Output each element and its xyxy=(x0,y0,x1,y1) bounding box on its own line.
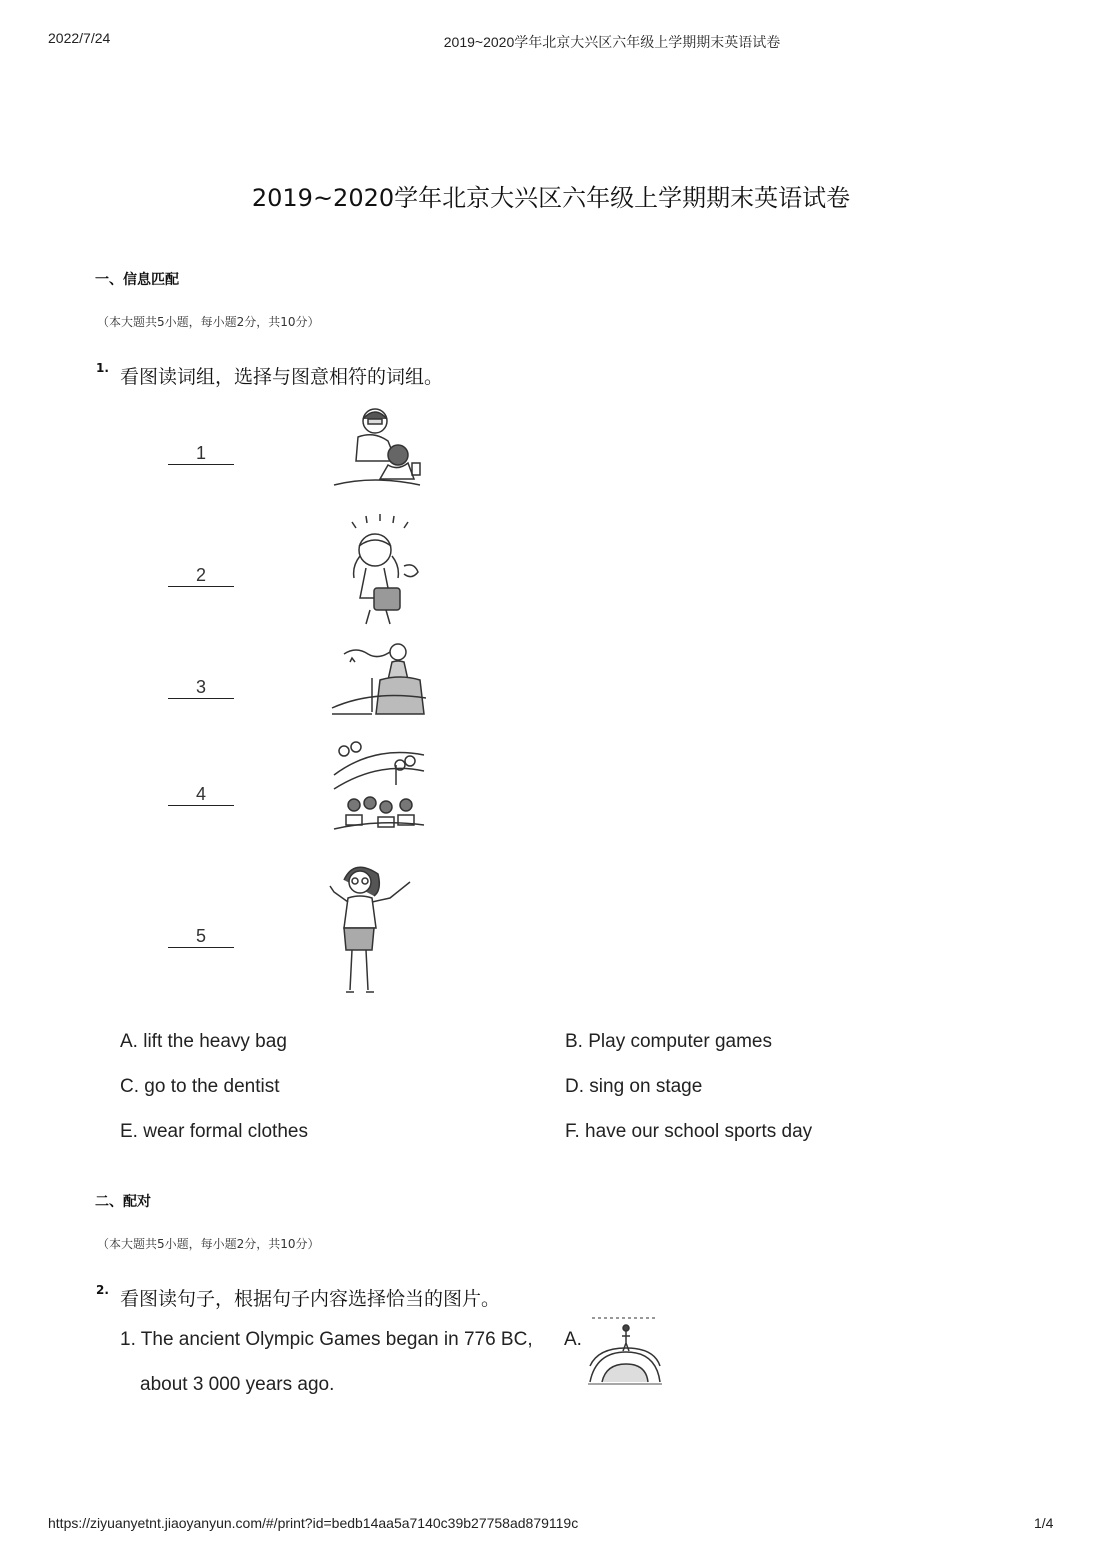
question-2-prompt: 看图读句子，根据句子内容选择恰当的图片。 xyxy=(120,1288,501,1310)
print-doc-title: 2019~2020学年北京大兴区六年级上学期期末英语试卷 xyxy=(443,34,781,50)
sentence-1-line-2: about 3 000 years ago. xyxy=(140,1374,335,1395)
sports-day-picture xyxy=(330,735,426,833)
bridge-picture xyxy=(588,1316,662,1386)
print-date: 2022/7/24 xyxy=(48,30,111,46)
page-title: 2019~2020学年北京大兴区六年级上学期期末英语试卷 xyxy=(251,184,851,212)
dentist-picture xyxy=(330,403,426,489)
option-b: B. Play computer games xyxy=(565,1031,772,1052)
picture-option-a-label: A. xyxy=(564,1329,582,1350)
sentence-1-line-1: 1. The ancient Olympic Games began in 776 BC, xyxy=(120,1329,533,1350)
singing-picture xyxy=(330,638,426,720)
page-number: 1/4 xyxy=(1034,1515,1054,1531)
option-c: C. go to the dentist xyxy=(120,1076,280,1097)
answer-blank-3[interactable]: 3 xyxy=(168,676,234,699)
option-f: F. have our school sports day xyxy=(565,1121,813,1142)
section-2-heading: 二、配对 xyxy=(95,1194,151,1210)
answer-blank-2[interactable]: 2 xyxy=(168,564,234,587)
option-a: A. lift the heavy bag xyxy=(120,1031,287,1052)
option-d: D. sing on stage xyxy=(565,1076,703,1097)
question-1-number: 1. xyxy=(96,361,109,375)
answer-blank-4[interactable]: 4 xyxy=(168,783,234,806)
section-1-heading: 一、信息匹配 xyxy=(95,272,179,288)
answer-blank-1[interactable]: 1 xyxy=(168,442,234,465)
option-e: E. wear formal clothes xyxy=(120,1121,308,1142)
heavy-bag-picture xyxy=(330,512,430,626)
answer-blank-5[interactable]: 5 xyxy=(168,925,234,948)
footer-url[interactable]: https://ziyuanyetnt.jiaoyanyun.com/#/print?id=bedb14aa5a7140c39b27758ad879119c xyxy=(48,1515,579,1531)
teacher-picture xyxy=(326,858,416,998)
section-2-note: （本大题共5小题，每小题2分，共10分） xyxy=(97,1237,320,1251)
question-2-number: 2. xyxy=(96,1283,109,1297)
section-1-note: （本大题共5小题，每小题2分，共10分） xyxy=(97,315,320,329)
question-1-prompt: 看图读词组，选择与图意相符的词组。 xyxy=(120,366,444,388)
